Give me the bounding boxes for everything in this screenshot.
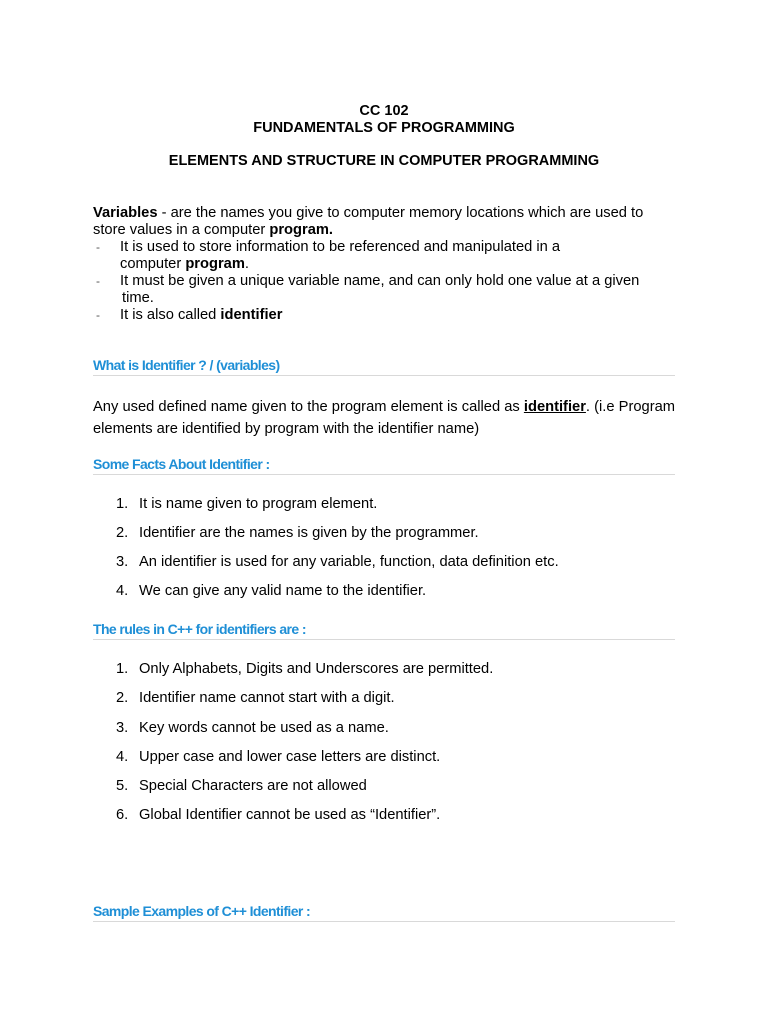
variables-definition-bold: program.	[269, 222, 333, 238]
bullet-text: computer	[120, 256, 186, 272]
bullet-bold-text: identifier	[220, 307, 283, 323]
facts-heading: Some Facts About Identifier :	[93, 456, 675, 475]
list-text: Special Characters are not allowed	[139, 778, 367, 795]
list-item	[93, 239, 675, 273]
list-number: 6.	[116, 807, 129, 824]
course-title: FUNDAMENTALS OF PROGRAMMING	[253, 120, 515, 136]
list-number: 3.	[116, 719, 129, 736]
list-item	[93, 554, 675, 571]
list-item	[93, 720, 675, 737]
paragraph-text: Any used defined name given to the program element is called as	[93, 399, 524, 415]
list-number: 4.	[116, 583, 129, 599]
variables-definition	[93, 205, 675, 239]
identifier-heading: What is Identifier ? / (variables)	[93, 357, 675, 376]
list-item	[93, 690, 675, 707]
list-item	[93, 661, 675, 678]
list-text: Identifier are the names is given by the programmer.	[139, 525, 479, 541]
list-number: 4.	[116, 748, 129, 765]
bullet-line	[120, 307, 675, 324]
examples-heading: Sample Examples of C++ Identifier :	[93, 903, 675, 922]
bullet-dash: -	[96, 274, 100, 288]
list-number: 2.	[116, 690, 129, 707]
variables-term: Variables	[93, 205, 158, 221]
list-item	[93, 307, 675, 324]
list-number: 5.	[116, 778, 129, 795]
topic-title: ELEMENTS AND STRUCTURE IN COMPUTER PROGRAMMING	[168, 153, 600, 169]
list-item	[93, 749, 675, 766]
list-text: An identifier is used for any variable, function, data definition etc.	[139, 554, 559, 570]
bullet-line: It must be given a unique variable name, and can only hold one value at a given	[120, 273, 640, 289]
identifier-term: identifier	[523, 399, 586, 415]
rules-list	[93, 661, 675, 824]
list-number: 1.	[116, 661, 129, 677]
list-text: We can give any valid name to the identifier.	[139, 583, 427, 599]
document-page	[93, 103, 675, 922]
bullet-text: It is also called	[120, 307, 221, 323]
list-text: It is name given to program element.	[139, 496, 378, 512]
list-item	[93, 583, 675, 600]
list-item	[93, 273, 675, 307]
course-code: CC 102	[359, 103, 409, 119]
list-item	[93, 496, 675, 513]
list-item	[93, 525, 675, 542]
rules-heading: The rules in C++ for identifiers are :	[93, 621, 675, 640]
list-text: Global Identifier cannot be used as “Identifier”.	[139, 807, 441, 824]
list-text: Identifier name cannot start with a digit.	[139, 690, 395, 707]
bullet-dash: -	[96, 308, 100, 322]
bullet-line: time.	[122, 290, 154, 306]
variables-definition-text: - are the names you give to computer memory locations which are used to store values in a computer	[93, 205, 644, 238]
bullet-text: .	[244, 256, 249, 272]
paragraph-text: . (i.e Program elements are identified by program with the identifier name)	[93, 399, 675, 437]
list-item	[93, 778, 675, 795]
bullet-bold-text: program	[185, 256, 245, 272]
list-text: Only Alphabets, Digits and Underscores are permitted.	[139, 661, 494, 677]
facts-list	[93, 496, 675, 600]
list-text: Upper case and lower case letters are distinct.	[139, 748, 441, 765]
list-number: 3.	[116, 554, 129, 570]
identifier-paragraph	[93, 396, 675, 440]
bullet-line	[120, 256, 675, 273]
list-text: Key words cannot be used as a name.	[139, 719, 389, 736]
list-item	[93, 807, 675, 824]
list-number: 2.	[116, 525, 129, 541]
bullet-dash: -	[96, 240, 100, 254]
bullet-line: It is used to store information to be referenced and manipulated in a	[120, 239, 561, 255]
variables-bullet-list	[93, 239, 675, 324]
list-number: 1.	[116, 496, 129, 512]
